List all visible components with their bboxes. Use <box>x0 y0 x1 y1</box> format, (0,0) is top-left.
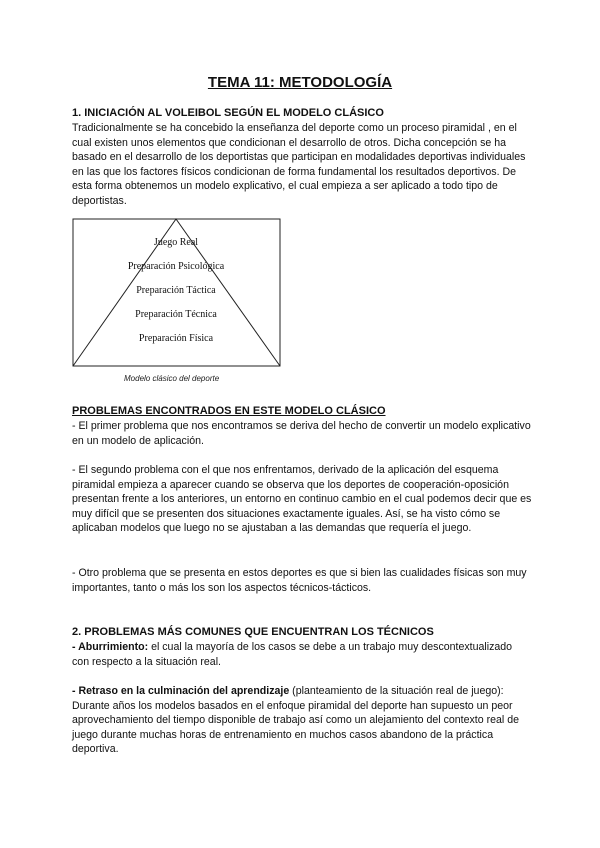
aburrimiento-text: el cual la mayoría de los casos se debe a un trabajo muy descontextualizado con respecto a la situación real. <box>72 641 513 668</box>
section2-heading: 2. PROBLEMAS MÁS COMUNES QUE ENCUENTRAN LOS TÉCNICOS <box>72 626 434 638</box>
aburrimiento-label: - Aburrimiento: <box>72 641 149 653</box>
problem-item-1: - El primer problema que nos encontramos se deriva del hecho de convertir un modelo explicativo en un modelo de aplicación. <box>72 420 531 447</box>
pyramid-level-3: Preparación Táctica <box>136 285 216 296</box>
pyramid-svg <box>72 214 282 368</box>
problem-item-3: - Otro problema que se presenta en estos deportes es que si bien las cualidades físicas son muy importantes, tanto o más los son los aspectos técnicos-tácticos. <box>72 567 527 594</box>
pyramid-level-5: Preparación Física <box>138 333 214 344</box>
diagram-caption: Modelo clásico del deporte <box>124 374 220 383</box>
problem-item-2: - El segundo problema con el que nos enfrentamos, derivado de la aplicación del esquema piramidal empieza a aparecer cuando se observa que los deportes de cooperación-oposición presentan frente a los anteriores, un entorno en continuo cambio en el cual podemos decir que es muy difícil que se presenten dos situaciones exactamente iguales. Así, se ha visto cómo se aplicaban modelos que luego no se ajustaban a las demandas que requería el juego. <box>72 464 532 535</box>
pyramid-level-2: Preparación Psicológica <box>127 261 225 272</box>
problems-heading: PROBLEMAS ENCONTRADOS EN ESTE MODELO CLÁSICO <box>72 405 386 417</box>
pyramid-level-4: Preparación Técnica <box>135 309 217 320</box>
section2-item-aburrimiento <box>72 640 532 669</box>
section1-heading: 1. INICIACIÓN AL VOLEIBOL SEGÚN EL MODELO CLÁSICO <box>72 107 384 119</box>
pyramid-diagram <box>72 214 282 373</box>
pyramid-level-1: Juego Real <box>153 237 199 248</box>
retraso-label: - Retraso en la culminación del aprendizaje <box>72 685 290 697</box>
section1-paragraph: Tradicionalmente se ha concebido la enseñanza del deporte como un proceso piramidal , en el cual existen unos elementos que condicionan el desarrollo de otros. Dicha concepción se ha basado en el desarrollo de los deportistas que participan en modalidades deportivas individuales en las que los factores físicos condicionan de forma fundamental los resultados deportivos. De esta forma obtenemos un modelo explicativo, el cual empieza a ser aplicado a todo tipo de deportistas. <box>72 122 526 207</box>
page-title: TEMA 11: METODOLOGÍA <box>207 74 393 91</box>
retraso-text: (planteamiento de la situación real de juego): Durante años los modelos basados en el enfoque piramidal del deporte han supuesto un peor aprovechamiento del tiempo disponible de trabajo así como un alejamiento del contexto real de juego durante muchas horas de entrenamiento en muchos casos abandono de la práctica deportiva. <box>72 685 519 756</box>
section2-item-retraso <box>72 684 532 757</box>
